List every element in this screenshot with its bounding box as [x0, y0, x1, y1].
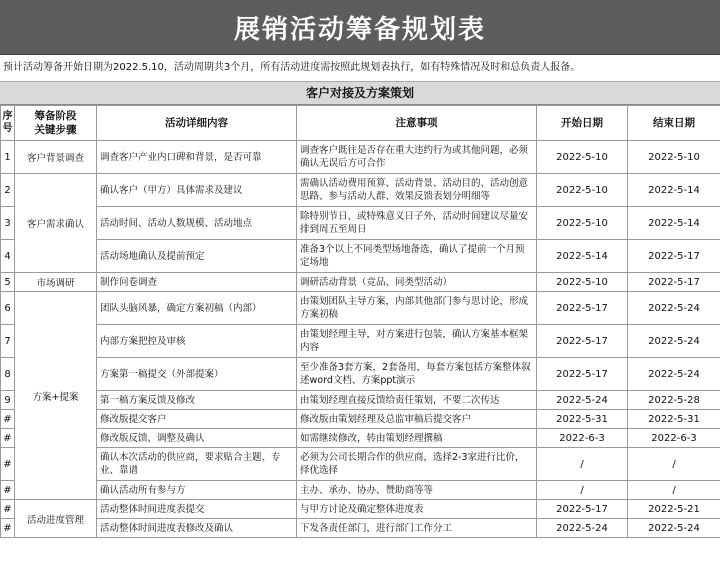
- header-detail: 活动详细内容: [97, 106, 297, 141]
- detail-cell: 方案第一稿提交（外部提案）: [97, 358, 297, 391]
- row-number: 2: [1, 174, 15, 207]
- notes-cell: 由策划团队主导方案，内部其他部门参与思讨论，形成方案初稿: [297, 292, 537, 325]
- notes-cell: 与甲方讨论及确定整体进度表: [297, 500, 537, 519]
- table-row: [1, 429, 720, 448]
- end-date: 2022-5-14: [628, 174, 720, 207]
- table-row: [1, 519, 720, 538]
- start-date: 2022-5-17: [537, 292, 628, 325]
- notes-cell: 如需继续修改，转由策划经理撰稿: [297, 429, 537, 448]
- end-date: 2022-5-28: [628, 391, 720, 410]
- row-number: 1: [1, 141, 15, 174]
- detail-cell: 团队头脑风暴，确定方案初稿（内部）: [97, 292, 297, 325]
- header-stage-line1: 筹备阶段: [34, 110, 77, 122]
- detail-cell: 修改版反馈、调整及确认: [97, 429, 297, 448]
- start-date: 2022-5-24: [537, 519, 628, 538]
- end-date: 2022-5-24: [628, 325, 720, 358]
- notes-cell: 修改版由策划经理及总监审稿后提交客户: [297, 410, 537, 429]
- end-date: 2022-5-24: [628, 292, 720, 325]
- stage-cell: 客户需求确认: [15, 174, 97, 273]
- header-end: 结束日期: [628, 106, 720, 141]
- stage-cell: 活动进度管理: [15, 500, 97, 538]
- notes-cell: 由策划经理直接反馈给责任策划，不要二次传达: [297, 391, 537, 410]
- header-stage-line2: 关键步骤: [34, 124, 77, 136]
- row-number: 4: [1, 240, 15, 273]
- planning-note: 预计活动筹备开始日期为2022.5.10，活动周期共3个月，所有活动进度需按照此规划表执行，如有特殊情况及时和总负责人报备。: [0, 55, 720, 82]
- start-date: 2022-5-31: [537, 410, 628, 429]
- stage-cell: 客户背景调查: [15, 141, 97, 174]
- table-row: [1, 358, 720, 391]
- notes-cell: 调研活动背景（竞品、同类型活动）: [297, 273, 537, 292]
- start-date: /: [537, 481, 628, 500]
- row-number: 7: [1, 325, 15, 358]
- detail-cell: 内部方案把控及审核: [97, 325, 297, 358]
- table-row: [1, 273, 720, 292]
- row-number: #: [1, 481, 15, 500]
- table-row: [1, 292, 720, 325]
- end-date: 2022-5-17: [628, 240, 720, 273]
- end-date: 2022-5-14: [628, 207, 720, 240]
- table-row: [1, 410, 720, 429]
- header-seq: 序号: [1, 106, 15, 141]
- header-start: 开始日期: [537, 106, 628, 141]
- start-date: 2022-5-14: [537, 240, 628, 273]
- notes-cell: 必须为公司长期合作的供应商，选择2-3家进行比价，择优选择: [297, 448, 537, 481]
- detail-cell: 活动时间、活动人数规模、活动地点: [97, 207, 297, 240]
- table-row: [1, 448, 720, 481]
- detail-cell: 调查客户产业内口碑和背景，是否可靠: [97, 141, 297, 174]
- end-date: 2022-5-17: [628, 273, 720, 292]
- header-notes: 注意事项: [297, 106, 537, 141]
- section-title: 客户对接及方案策划: [0, 82, 720, 105]
- row-number: 9: [1, 391, 15, 410]
- detail-cell: 修改版提交客户: [97, 410, 297, 429]
- start-date: 2022-5-10: [537, 141, 628, 174]
- table-row: [1, 391, 720, 410]
- table-row: [1, 325, 720, 358]
- header-stage: [15, 106, 97, 141]
- table-row: [1, 481, 720, 500]
- notes-cell: 下发各责任部门，进行部门工作分工: [297, 519, 537, 538]
- table-row: [1, 174, 720, 207]
- row-number: #: [1, 448, 15, 481]
- stage-cell: 方案+提案: [15, 292, 97, 500]
- row-number: #: [1, 429, 15, 448]
- row-number: #: [1, 500, 15, 519]
- detail-cell: 制作问卷调查: [97, 273, 297, 292]
- row-number: #: [1, 410, 15, 429]
- table-row: [1, 207, 720, 240]
- start-date: 2022-5-17: [537, 358, 628, 391]
- start-date: /: [537, 448, 628, 481]
- detail-cell: 第一稿方案反馈及修改: [97, 391, 297, 410]
- row-number: 3: [1, 207, 15, 240]
- end-date: 2022-5-31: [628, 410, 720, 429]
- notes-cell: 需确认活动费用预算、活动背景、活动目的、活动创意思路、参与活动人群、效果反馈表划分明细等: [297, 174, 537, 207]
- detail-cell: 活动场地确认及提前预定: [97, 240, 297, 273]
- start-date: 2022-5-10: [537, 273, 628, 292]
- table-row: [1, 141, 720, 174]
- row-number: 8: [1, 358, 15, 391]
- end-date: 2022-5-10: [628, 141, 720, 174]
- row-number: 6: [1, 292, 15, 325]
- end-date: 2022-6-3: [628, 429, 720, 448]
- end-date: 2022-5-21: [628, 500, 720, 519]
- start-date: 2022-5-17: [537, 325, 628, 358]
- table-row: [1, 500, 720, 519]
- detail-cell: 活动整体时间进度表提交: [97, 500, 297, 519]
- detail-cell: 确认活动所有参与方: [97, 481, 297, 500]
- detail-cell: 确认本次活动的供应商，要求贴合主题、专业、靠谱: [97, 448, 297, 481]
- start-date: 2022-6-3: [537, 429, 628, 448]
- notes-cell: 调查客户既往是否存在重大违约行为或其他问题，必须确认无误后方可合作: [297, 141, 537, 174]
- start-date: 2022-5-10: [537, 174, 628, 207]
- start-date: 2022-5-17: [537, 500, 628, 519]
- notes-cell: 主办、承办、协办、赞助商等等: [297, 481, 537, 500]
- row-number: #: [1, 519, 15, 538]
- notes-cell: 除特别节日、或特殊意义日子外，活动时间建议尽量安排到周五至周日: [297, 207, 537, 240]
- stage-cell: 市场调研: [15, 273, 97, 292]
- end-date: /: [628, 448, 720, 481]
- table-row: [1, 240, 720, 273]
- notes-cell: 至少准备3套方案，2套备用，每套方案包括方案整体叙述word文档、方案ppt演示: [297, 358, 537, 391]
- detail-cell: 确认客户（甲方）具体需求及建议: [97, 174, 297, 207]
- planning-table: [0, 105, 720, 538]
- notes-cell: 由策划经理主导，对方案进行包装，确认方案基本框架内容: [297, 325, 537, 358]
- start-date: 2022-5-10: [537, 207, 628, 240]
- end-date: 2022-5-24: [628, 519, 720, 538]
- end-date: /: [628, 481, 720, 500]
- row-number: 5: [1, 273, 15, 292]
- end-date: 2022-5-24: [628, 358, 720, 391]
- start-date: 2022-5-24: [537, 391, 628, 410]
- detail-cell: 活动整体时间进度表修改及确认: [97, 519, 297, 538]
- sheet-title: 展销活动筹备规划表: [0, 0, 720, 55]
- notes-cell: 准备3个以上不同类型场地备选，确认了提前一个月预定场地: [297, 240, 537, 273]
